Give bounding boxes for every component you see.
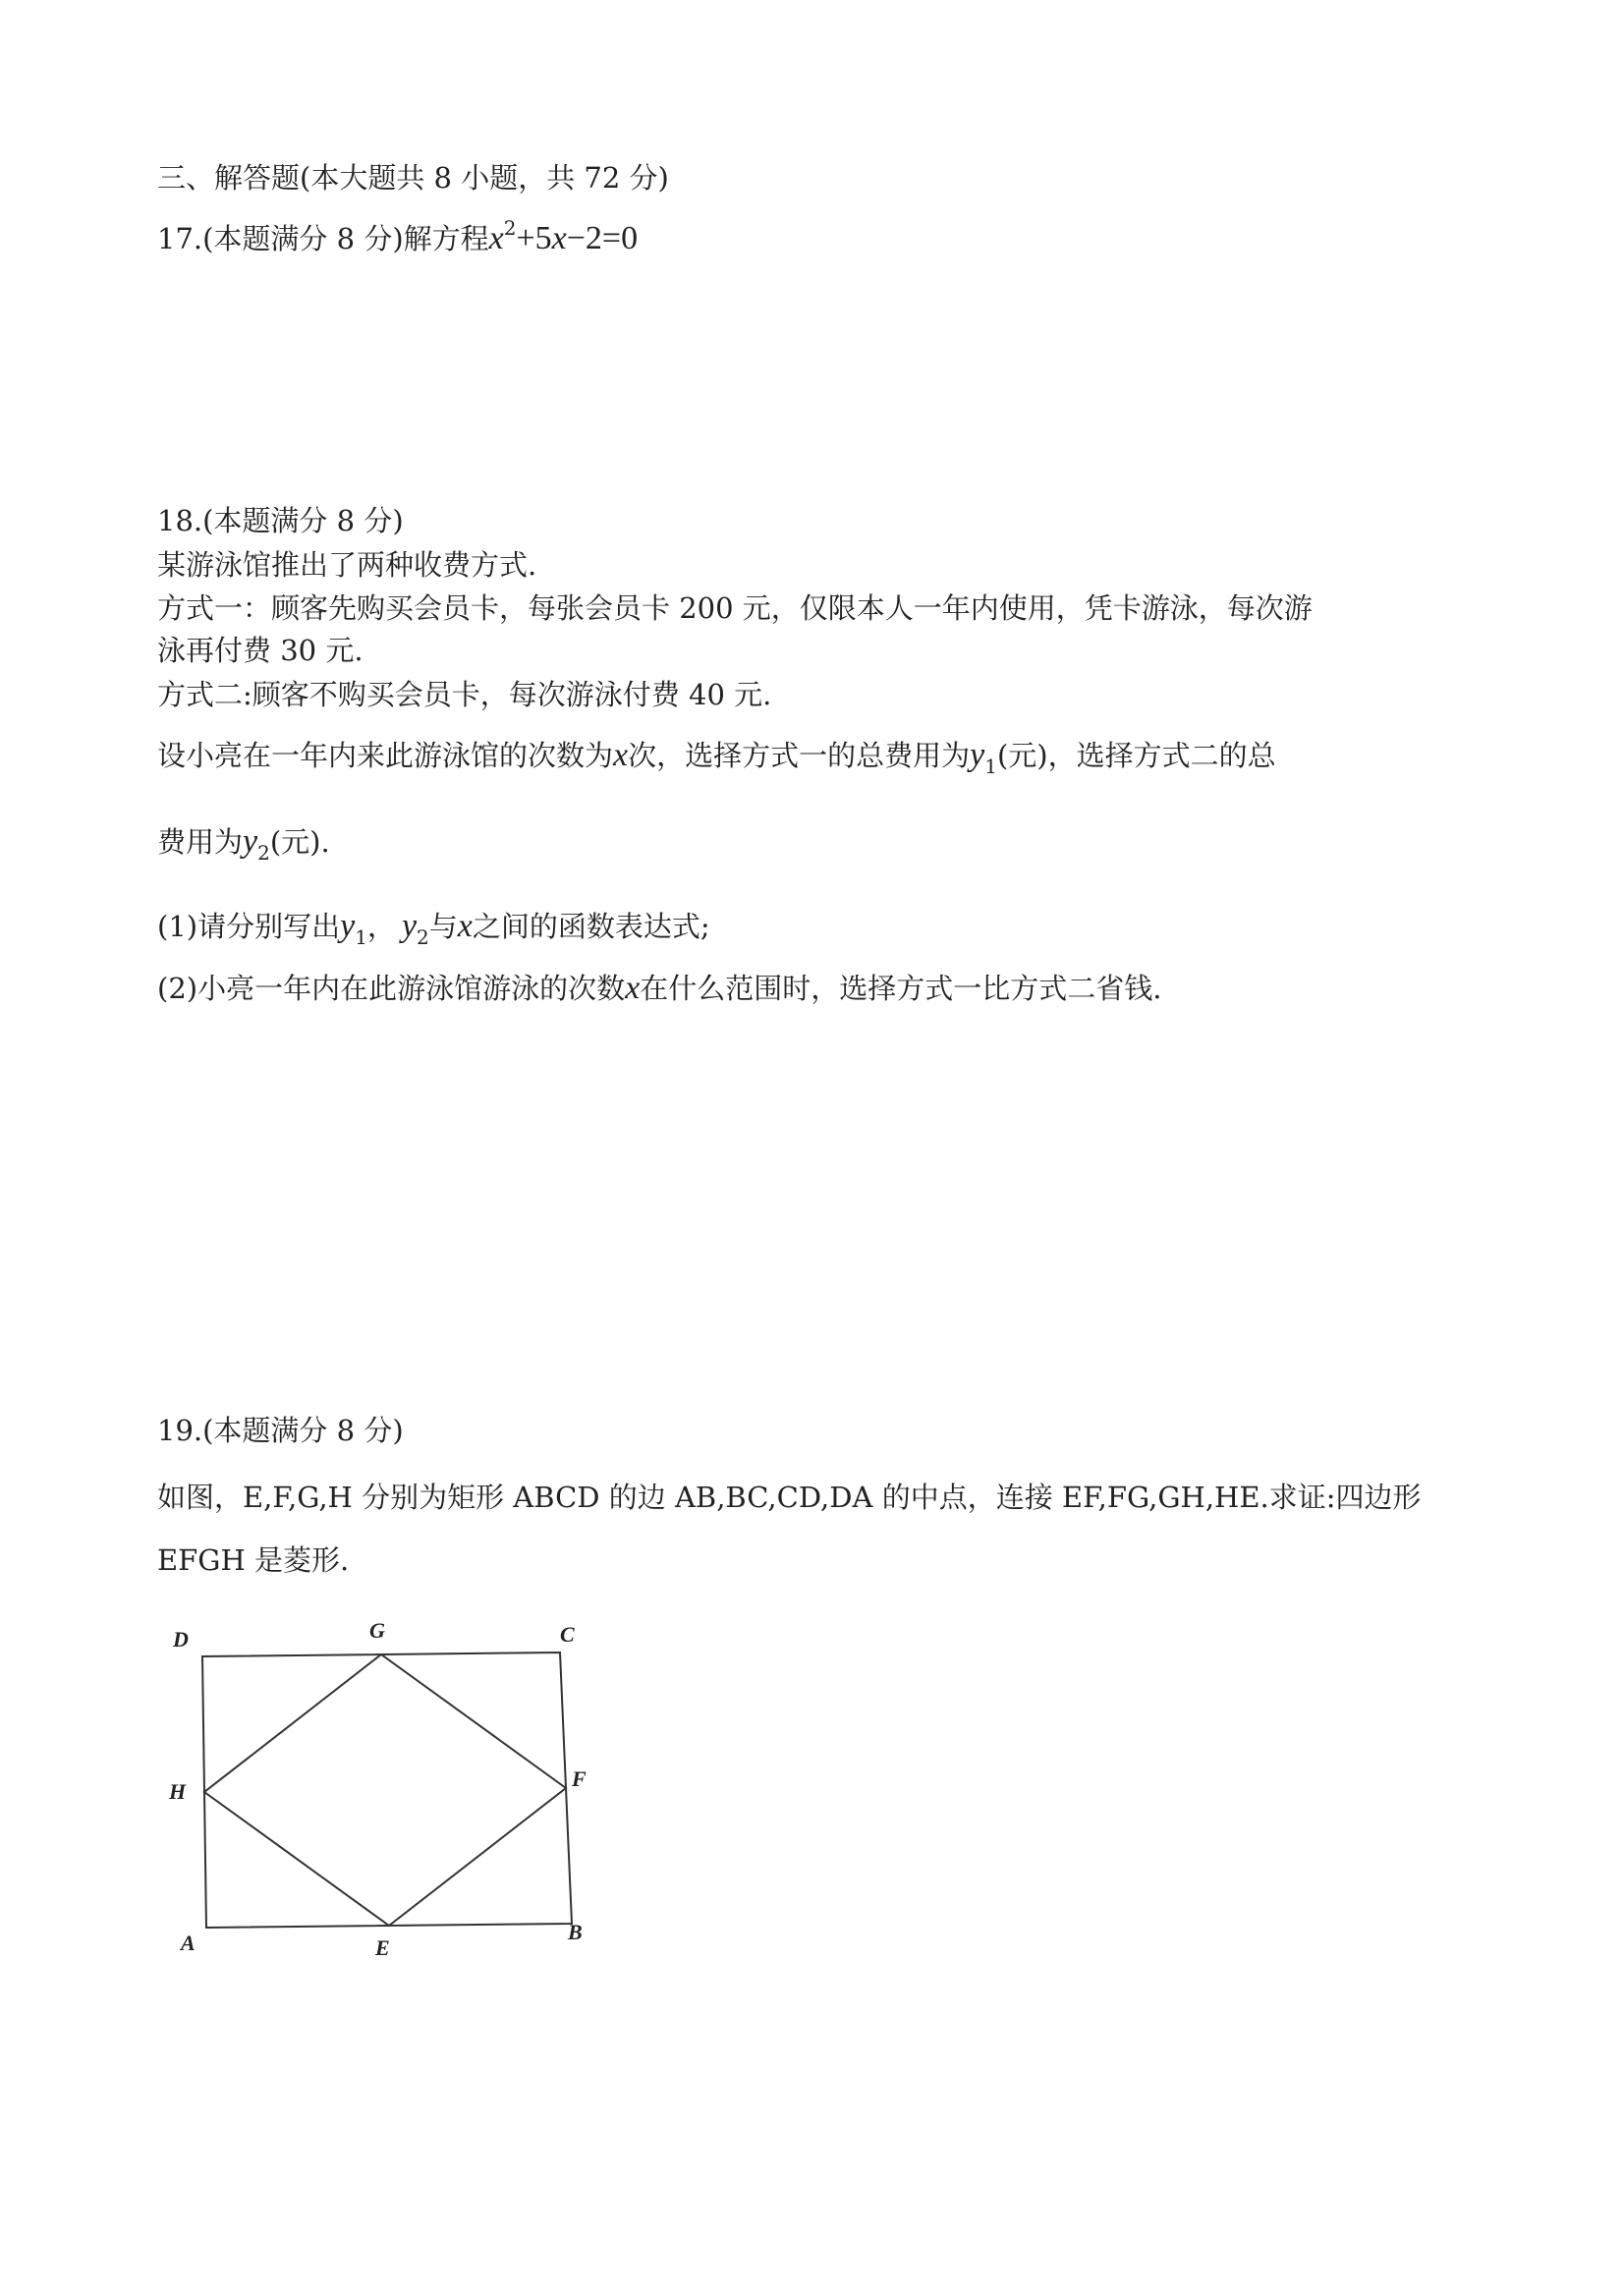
- q18-method1-line2: 泳再付费 30 元.: [157, 634, 364, 667]
- q17-eq-x: x: [488, 220, 504, 256]
- q18-method1-line1: 方式一：顾客先购买会员卡，每张会员卡 200 元，仅限本人一年内使用，凭卡游泳，每次游: [157, 591, 1313, 625]
- q19-title: 19.(本题满分 8 分): [157, 1414, 404, 1447]
- q18-part1-y1-sub: 1: [355, 925, 367, 949]
- q18-part1-y2-sub: 2: [417, 925, 429, 949]
- q18-setup-y1: y: [970, 737, 985, 773]
- label-G: G: [369, 1618, 385, 1643]
- q18-setup-text-2: 次，选择方式一的总费用为: [628, 739, 971, 772]
- q18-setup-y2: y: [243, 823, 258, 860]
- q18-part1-text-2: 与: [428, 910, 458, 943]
- q17-eq-exponent: 2: [503, 216, 517, 240]
- q18-part1-y2: y: [401, 908, 418, 944]
- q18-method2: 方式二:顾客不购买会员卡，每次游泳付费 40 元.: [157, 678, 772, 711]
- q17-eq-x2: x: [551, 220, 567, 256]
- q17-eq-end: −2=0: [566, 220, 639, 256]
- q18-part1-y1: y: [340, 908, 356, 944]
- label-C: C: [560, 1622, 575, 1647]
- q18-setup-y1-sub: 1: [984, 755, 997, 778]
- q18-part2-text-1: (2)小亮一年内在此游泳馆游泳的次数: [157, 972, 626, 1005]
- label-H: H: [169, 1779, 187, 1804]
- q18-setup-text-5: (元).: [269, 825, 330, 859]
- q18-part1-text-1: (1)请分别写出: [157, 910, 341, 943]
- q17-eq-plus5: +5: [516, 220, 552, 256]
- q18-setup-text-4: 费用为: [157, 825, 244, 859]
- q19-text-line1: 如图，E,F,G,H 分别为矩形 ABCD 的边 AB,BC,CD,DA 的中点，连接 EF,FG,GH,HE.求证:四边形: [157, 1481, 1422, 1514]
- rectangle-abcd: [202, 1652, 572, 1928]
- q18-part2-x: x: [625, 970, 641, 1006]
- q18-intro: 某游泳馆推出了两种收费方式.: [157, 548, 537, 582]
- q18-part2-text-2: 在什么范围时，选择方式一比方式二省钱.: [640, 972, 1162, 1005]
- q19-text-line2: EFGH 是菱形.: [157, 1543, 350, 1577]
- section-heading: 三、解答题(本大题共 8 小题，共 72 分): [157, 161, 669, 195]
- label-B: B: [568, 1920, 583, 1944]
- q18-part1-text-3: 之间的函数表达式;: [472, 910, 710, 943]
- q18-setup-x: x: [613, 737, 629, 773]
- rhombus-efgh: [204, 1654, 566, 1926]
- q18-part1-x: x: [457, 908, 473, 944]
- q17-lead: 17.(本题满分 8 分)解方程: [157, 222, 489, 255]
- label-D: D: [173, 1627, 189, 1652]
- label-F: F: [572, 1766, 587, 1791]
- q18-part1-sep: ，: [366, 910, 396, 943]
- q18-setup-text-1: 设小亮在一年内来此游泳馆的次数为: [157, 739, 614, 772]
- q18-setup-y2-sub: 2: [257, 841, 270, 865]
- label-E: E: [375, 1935, 390, 1960]
- q18-title: 18.(本题满分 8 分): [157, 504, 404, 537]
- q18-setup-text-3: (元)，选择方式二的总: [996, 739, 1276, 772]
- label-A: A: [181, 1931, 196, 1955]
